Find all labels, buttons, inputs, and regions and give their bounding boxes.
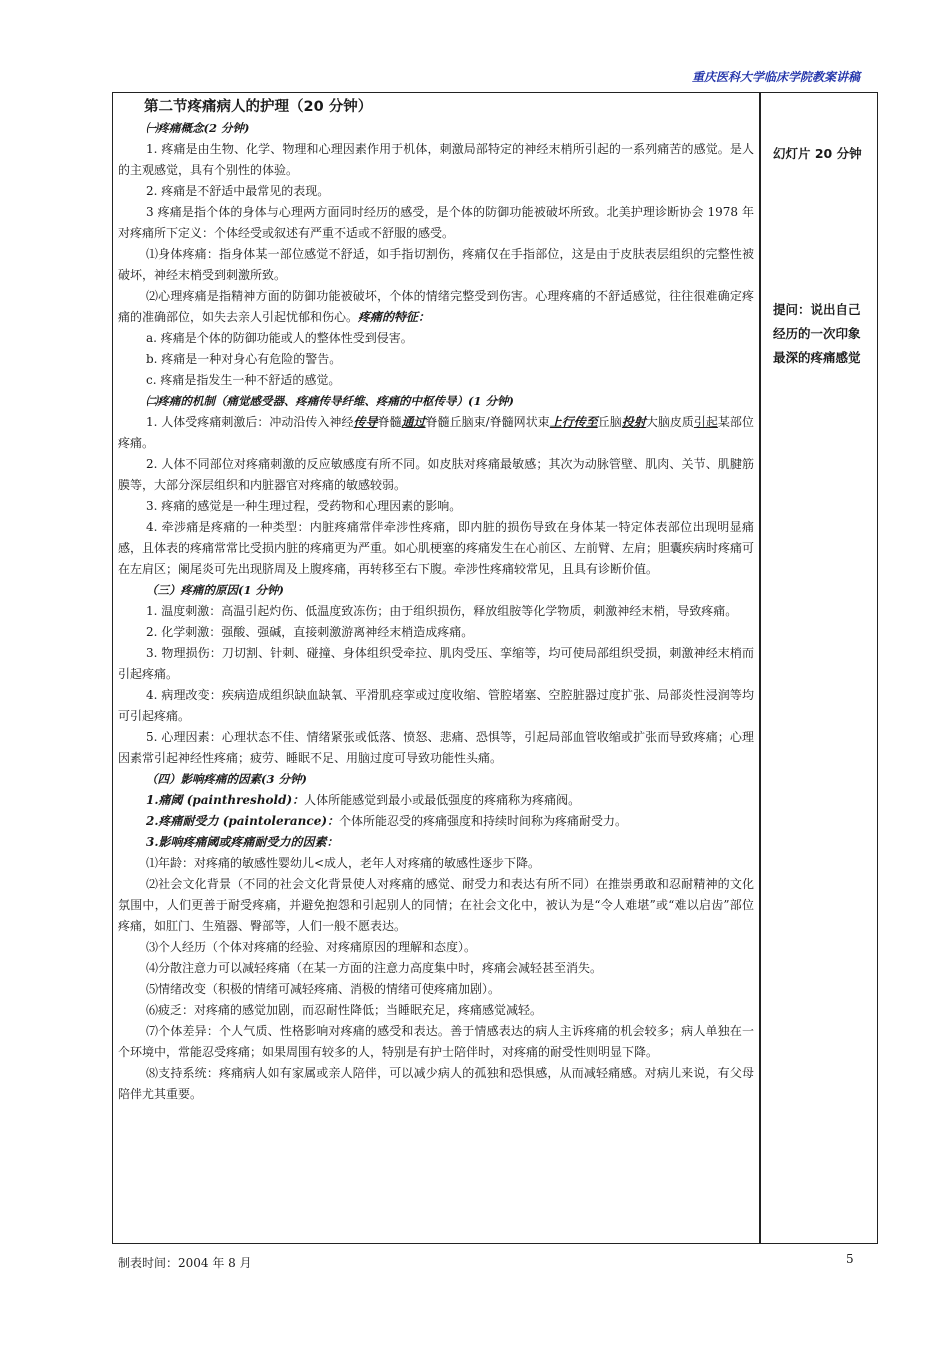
list-item: c. 疼痛是指发生一种不舒适的感觉。 <box>146 373 341 387</box>
heading-pain-causes: （三）疼痛的原因(1 分钟) <box>146 583 284 597</box>
subheading-factors: 3.影响疼痛阈或疼痛耐受力的因素： <box>146 835 339 849</box>
text-run: 丘脑 <box>597 415 622 429</box>
emphasis: 传导 <box>353 415 378 429</box>
paragraph: 2. 化学刺激：强酸、强碱，直接刺激游离神经末梢造成疼痛。 <box>146 625 474 639</box>
paragraph-text: ⑵心理疼痛是指精神方面的防御功能被破坏，个体的情绪完整受到伤害。心理疼痛的不舒适感觉，往往很难确定疼痛的准确部位，如失去亲人引起忧郁和伤心。 <box>118 289 754 324</box>
paragraph: 4. 病理改变：疾病造成组织缺血缺氧、平滑肌痉挛或过度收缩、管腔堵塞、空腔脏器过度扩张、局部炎性浸润等均可引起疼痛。 <box>118 688 754 723</box>
paragraph <box>118 286 754 328</box>
emphasis: 通过 <box>401 415 426 429</box>
text-run: 脊髓 <box>377 415 402 429</box>
header-title: 重庆医科大学临床学院教案讲稿 <box>691 70 860 84</box>
paragraph <box>118 412 754 454</box>
paragraph: 1. 疼痛是由生物、化学、物理和心理因素作用于机体，刺激局部特定的神经末梢所引起的一系列痛苦的感觉。是人的主观感觉，具有个别性的体验。 <box>118 142 754 177</box>
column-divider <box>759 92 761 1244</box>
pain-features-label: 疼痛的特征： <box>358 310 431 324</box>
paragraph: 3. 物理损伤：刀切割、针刺、碰撞、身体组织受牵拉、肌肉受压、挛缩等，均可使局部组织受损，刺激神经末梢而引起疼痛。 <box>118 646 754 681</box>
definition: 个体所能忍受的疼痛强度和持续时间称为疼痛耐受力。 <box>339 814 628 828</box>
list-item: b. 疼痛是一种对身心有危险的警告。 <box>146 352 342 366</box>
paragraph: 2. 人体不同部位对疼痛刺激的反应敏感度有所不同。如皮肤对疼痛最敏感；其次为动脉管壁、肌肉、关节、肌腱筋膜等，大部分深层组织和内脏器官对疼痛的敏感较弱。 <box>118 457 754 492</box>
side-note-question: 提问：说出自己经历的一次印象最深的疼痛感觉 <box>773 302 861 365</box>
list-item: ⑶个人经历（个体对疼痛的经验、对疼痛原因的理解和态度）。 <box>146 940 477 954</box>
list-item: a. 疼痛是个体的防御功能或人的整体性受到侵害。 <box>146 331 413 345</box>
paragraph: 5. 心理因素：心理状态不佳、情绪紧张或低落、愤怒、悲痛、恐惧等，引起局部血管收缩或扩张而导致疼痛；心理因素常引起神经性疼痛；疲劳、睡眠不足、用脑过度可导致功能性头痛。 <box>118 730 754 765</box>
term-pain-tolerance: 2.疼痛耐受力 (paintolerance)： <box>146 814 340 828</box>
emphasis: 引起 <box>693 415 718 429</box>
text-run: 某部位疼痛。 <box>118 415 754 450</box>
emphasis: 投射 <box>621 415 646 429</box>
heading-pain-concept: ㈠疼痛概念(2 分钟) <box>146 121 250 135</box>
paragraph: 1. 温度刺激：高温引起灼伤、低温度致冻伤；由于组织损伤，释放组胺等化学物质，刺激神经末梢，导致疼痛。 <box>146 604 738 618</box>
list-item: ⑹疲乏：对疼痛的感觉加剧，而忍耐性降低；当睡眠充足，疼痛感觉减轻。 <box>146 1003 543 1017</box>
paragraph: 2. 疼痛是不舒适中最常见的表现。 <box>146 184 330 198</box>
list-item: ⑵社会文化背景（不同的社会文化背景使人对疼痛的感觉、耐受力和表达有所不同）在推崇勇敢和忍耐精神的文化氛围中，人们更善于耐受疼痛，并避免抱怨和引起别人的同情；在社会文化中，被认为是“令人难堪”或“难以启齿”部位疼痛，如肛门、生殖器、臀部等，人们一般不愿表达。 <box>118 877 754 933</box>
emphasis: 上行传至 <box>549 415 598 429</box>
definition: 人体所能感觉到最小或最低强度的疼痛称为疼痛阀。 <box>304 793 581 807</box>
paragraph <box>118 790 754 811</box>
paragraph <box>118 811 754 832</box>
text-run: 1. 人体受疼痛刺激后：冲动沿传入神经 <box>146 415 354 429</box>
term-pain-threshold: 1.痛阈 (painthreshold)： <box>146 793 305 807</box>
section-title: 第二节疼痛病人的护理（20 分钟） <box>144 99 373 115</box>
lesson-content <box>118 96 754 1105</box>
text-run: 大脑皮质 <box>645 415 694 429</box>
list-item: ⑷分散注意力可以减轻疼痛（在某一方面的注意力高度集中时，疼痛会减轻甚至消失。 <box>146 961 603 975</box>
side-note-slides: 幻灯片 20 分钟 <box>773 146 862 161</box>
footer-made-time: 制表时间：2004 年 8 月 <box>118 1256 252 1270</box>
list-item: ⑻支持系统：疼痛病人如有家属或亲人陪伴，可以减少病人的孤独和恐惧感，从而减轻痛感。对病儿来说，有父母陪伴尤其重要。 <box>118 1066 754 1101</box>
paragraph: 4. 牵涉痛是疼痛的一种类型：内脏疼痛常伴牵涉性疼痛，即内脏的损伤导致在身体某一特定体表部位出现明显痛感，且体表的疼痛常常比受损内脏的疼痛更为严重。如心肌梗塞的疼痛发生在心前区、左前臂、左肩；胆囊疾病时疼痛可在左肩区；阑尾炎可先出现脐周及上腹疼痛，再转移至右下腹。牵涉性疼痛较常见，且具有诊断价值。 <box>118 520 755 576</box>
list-item: ⑺个体差异：个人气质、性格影响对疼痛的感受和表达。善于情感表达的病人主诉疼痛的机会较多；病人单独在一个环境中，常能忍受疼痛；如果周围有较多的人，特别是有护士陪伴时，对疼痛的耐受性则明显下降。 <box>118 1024 754 1059</box>
paragraph: 3. 疼痛的感觉是一种生理过程，受药物和心理因素的影响。 <box>146 499 462 513</box>
heading-pain-factors: （四）影响疼痛的因素(3 分钟) <box>146 772 307 786</box>
page-number: 5 <box>846 1252 854 1266</box>
text-run: 脊髓丘脑束/脊髓网状束 <box>425 415 550 429</box>
paragraph: 3 疼痛是指个体的身体与心理两方面同时经历的感受，是个体的防御功能被破坏所致。北美护理诊断协会 1978 年对疼痛所下定义：个体经受或叙述有严重不适或不舒服的感受。 <box>118 205 754 240</box>
heading-pain-mechanism: ㈡疼痛的机制（痛觉感受器、疼痛传导纤维、疼痛的中枢传导）(1 分钟) <box>146 394 514 408</box>
list-item: ⑴年龄：对疼痛的敏感性婴幼儿<成人，老年人对疼痛的敏感性逐步下降。 <box>146 856 541 870</box>
list-item: ⑸情绪改变（积极的情绪可减轻疼痛、消极的情绪可使疼痛加剧）。 <box>146 982 501 996</box>
paragraph: ⑴身体疼痛：指身体某一部位感觉不舒适，如手指切割伤，疼痛仅在手指部位，这是由于皮肤表层组织的完整性被破坏，神经末梢受到刺激所致。 <box>118 247 754 282</box>
